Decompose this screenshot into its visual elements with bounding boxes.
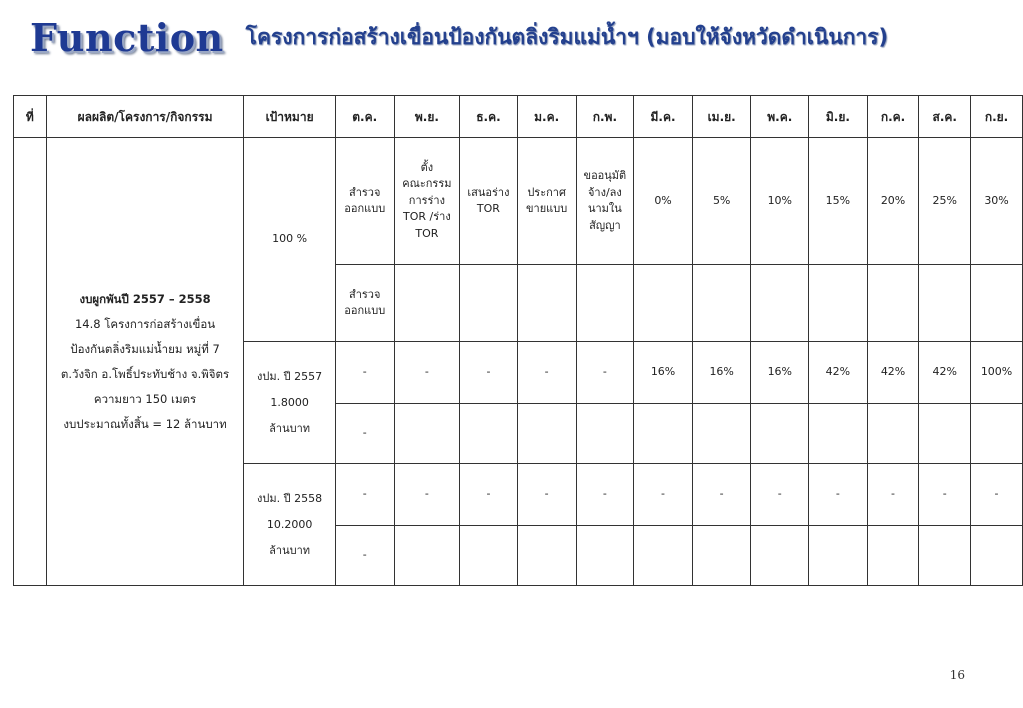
- month-cell: [751, 138, 809, 265]
- month-cell: [867, 138, 919, 265]
- month-cell: [394, 404, 460, 464]
- cell-line: ออกแบบ: [344, 304, 386, 317]
- month-cell: [919, 342, 971, 404]
- item-line: 14.8 โครงการก่อสร้างเขื่อน: [74, 316, 216, 331]
- month-cell: [576, 265, 634, 342]
- cell-line: สัญญา: [589, 218, 621, 232]
- month-cell: [809, 138, 868, 265]
- month-cell: [394, 342, 460, 404]
- cell-line: -: [661, 487, 666, 501]
- cell-line: คณะกรรม: [402, 177, 452, 191]
- item-line: ความยาว 150 เมตร: [93, 391, 197, 406]
- month-cell: [335, 138, 394, 265]
- month-cell: [919, 138, 971, 265]
- cell-line: 10%: [767, 193, 793, 207]
- month-cell: [335, 464, 394, 526]
- column-header: มี.ค.: [634, 96, 693, 138]
- month-cell: [394, 464, 460, 526]
- cell-line: 100%: [980, 365, 1013, 379]
- month-cell: [692, 404, 751, 464]
- cell-line: -: [362, 426, 367, 440]
- cell-line: ออกแบบ: [344, 202, 386, 215]
- month-cell: [517, 265, 576, 342]
- month-cell: [751, 404, 809, 464]
- plan-table: [13, 95, 1023, 586]
- month-cell: [971, 404, 1023, 464]
- month-cell: [517, 342, 576, 404]
- cell-line: 16%: [767, 365, 793, 379]
- cell-line: -: [424, 365, 429, 379]
- item-line: งบประมาณทั้งสิ้น = 12 ล้านบาท: [63, 416, 227, 431]
- cell-line: -: [719, 487, 724, 501]
- cell-line: งปม. ปี 2558: [257, 491, 323, 505]
- month-cell: [867, 464, 919, 526]
- cell-line: 16%: [709, 365, 734, 379]
- cell-line: ตั้ง: [420, 160, 434, 174]
- month-cell: [971, 138, 1023, 265]
- month-cell: [517, 464, 576, 526]
- cell-line: -: [602, 365, 607, 379]
- cell-line: 30%: [984, 193, 1009, 207]
- cell-line: -: [942, 487, 947, 501]
- cell-line: 42%: [880, 365, 906, 379]
- cell-line: เสนอร่าง: [467, 185, 510, 199]
- column-header: เป้าหมาย: [244, 96, 335, 138]
- column-header: ก.ค.: [867, 96, 919, 138]
- month-cell: [867, 342, 919, 404]
- month-cell: [576, 404, 634, 464]
- month-cell: [634, 464, 693, 526]
- column-header: พ.ค.: [751, 96, 809, 138]
- month-cell: [460, 138, 518, 265]
- month-cell: [576, 342, 634, 404]
- column-header: ธ.ค.: [460, 96, 518, 138]
- target-cell: [244, 138, 335, 342]
- month-cell: [460, 526, 518, 586]
- column-header: พ.ย.: [394, 96, 460, 138]
- cell-line: 100 %: [272, 232, 308, 246]
- cell-line: 16%: [650, 365, 676, 379]
- column-header: ม.ค.: [517, 96, 576, 138]
- column-header: ก.พ.: [576, 96, 634, 138]
- month-cell: [867, 526, 919, 586]
- month-cell: [751, 464, 809, 526]
- cell-line: -: [486, 365, 491, 379]
- cell-line: -: [602, 487, 607, 501]
- cell-line: ประกาศ: [527, 185, 566, 199]
- month-cell: [867, 404, 919, 464]
- month-cell: [634, 526, 693, 586]
- cell-line: 5%: [712, 193, 731, 207]
- cell-line: สำรวจ: [349, 287, 381, 301]
- cell-line: สำรวจ: [349, 185, 381, 199]
- item-line: ต.วังจิก อ.โพธิ์ประทับช้าง จ.พิจิตร: [60, 366, 230, 381]
- page-title: Function: [30, 14, 224, 60]
- month-cell: [971, 342, 1023, 404]
- cell-line: ขายแบบ: [526, 202, 568, 215]
- month-cell: [460, 265, 518, 342]
- cell-line: งปม. ปี 2557: [257, 369, 323, 383]
- month-cell: [634, 404, 693, 464]
- title-bar: [30, 12, 888, 62]
- month-cell: [460, 342, 518, 404]
- column-header: ส.ค.: [919, 96, 971, 138]
- month-cell: [867, 265, 919, 342]
- cell-line: -: [362, 365, 367, 379]
- month-cell: [971, 464, 1023, 526]
- month-cell: [576, 464, 634, 526]
- cell-line: -: [891, 487, 896, 501]
- month-cell: [517, 404, 576, 464]
- cell-line: 42%: [932, 365, 957, 379]
- month-cell: [919, 404, 971, 464]
- cell-line: ล้านบาท: [269, 543, 311, 557]
- month-cell: [751, 526, 809, 586]
- cell-line: 42%: [825, 365, 851, 379]
- month-cell: [809, 526, 868, 586]
- month-cell: [692, 265, 751, 342]
- month-cell: [634, 138, 693, 265]
- cell-line: 1.8000: [270, 395, 309, 409]
- target-cell: [244, 464, 335, 586]
- cell-line: -: [362, 487, 367, 501]
- cell-line: -: [544, 365, 549, 379]
- month-cell: [634, 342, 693, 404]
- item-line: ป้องกันตลิ่งริมแม่น้ำยม หมู่ที่ 7: [70, 341, 220, 356]
- month-cell: [460, 404, 518, 464]
- column-header: มิ.ย.: [809, 96, 868, 138]
- cell-line: -: [544, 487, 549, 501]
- month-cell: [335, 265, 394, 342]
- month-cell: [751, 342, 809, 404]
- month-cell: [335, 342, 394, 404]
- cell-line: 20%: [880, 193, 906, 207]
- column-header: ผลผลิต/โครงการ/กิจกรรม: [46, 96, 244, 138]
- cell-line: นามใน: [587, 202, 622, 215]
- target-cell: [244, 342, 335, 464]
- cell-line: -: [424, 487, 429, 501]
- cell-line: ขออนุมัติ: [583, 169, 627, 182]
- month-cell: [634, 265, 693, 342]
- month-cell: [394, 138, 460, 265]
- cell-line: 15%: [825, 193, 851, 207]
- column-header: ก.ย.: [971, 96, 1023, 138]
- month-cell: [809, 342, 868, 404]
- month-cell: [460, 464, 518, 526]
- month-cell: [692, 464, 751, 526]
- table-row-plan: [14, 138, 1023, 265]
- cell-line: 0%: [654, 193, 672, 207]
- month-cell: [335, 404, 394, 464]
- cell-line: -: [835, 487, 840, 501]
- item-number-cell: [14, 138, 47, 586]
- table-body: [14, 138, 1023, 586]
- cell-line: -: [994, 487, 999, 501]
- month-cell: [809, 265, 868, 342]
- month-cell: [692, 526, 751, 586]
- cell-line: TOR: [415, 226, 439, 240]
- table-header-row: [14, 96, 1023, 138]
- month-cell: [692, 342, 751, 404]
- month-cell: [576, 526, 634, 586]
- month-cell: [919, 526, 971, 586]
- month-cell: [517, 138, 576, 265]
- month-cell: [517, 526, 576, 586]
- item-description-cell: [46, 138, 244, 586]
- month-cell: [576, 138, 634, 265]
- page-number: 16: [949, 668, 965, 682]
- cell-line: TOR: [476, 202, 500, 215]
- column-header: ต.ค.: [335, 96, 394, 138]
- month-cell: [971, 265, 1023, 342]
- cell-line: -: [486, 487, 491, 501]
- page-subtitle: โครงการก่อสร้างเขื่อนป้องกันตลิ่งริมแม่น้ำฯ (มอบให้จังหวัดดำเนินการ): [245, 24, 889, 49]
- cell-line: การร่าง: [408, 193, 445, 207]
- month-cell: [751, 265, 809, 342]
- month-cell: [809, 404, 868, 464]
- month-cell: [809, 464, 868, 526]
- month-cell: [919, 464, 971, 526]
- item-heading: งบผูกพันปี 2557 – 2558: [79, 291, 211, 306]
- cell-line: ล้านบาท: [269, 421, 311, 435]
- cell-line: 10.2000: [266, 517, 313, 531]
- column-header: ที่: [14, 96, 47, 138]
- cell-line: TOR /ร่าง: [403, 210, 451, 224]
- cell-line: จ้าง/ลง: [587, 185, 622, 199]
- month-cell: [692, 138, 751, 265]
- month-cell: [971, 526, 1023, 586]
- column-header: เม.ย.: [692, 96, 751, 138]
- cell-line: 25%: [932, 193, 957, 207]
- month-cell: [335, 526, 394, 586]
- month-cell: [919, 265, 971, 342]
- cell-line: -: [362, 548, 367, 562]
- month-cell: [394, 265, 460, 342]
- month-cell: [394, 526, 460, 586]
- cell-line: -: [777, 487, 782, 501]
